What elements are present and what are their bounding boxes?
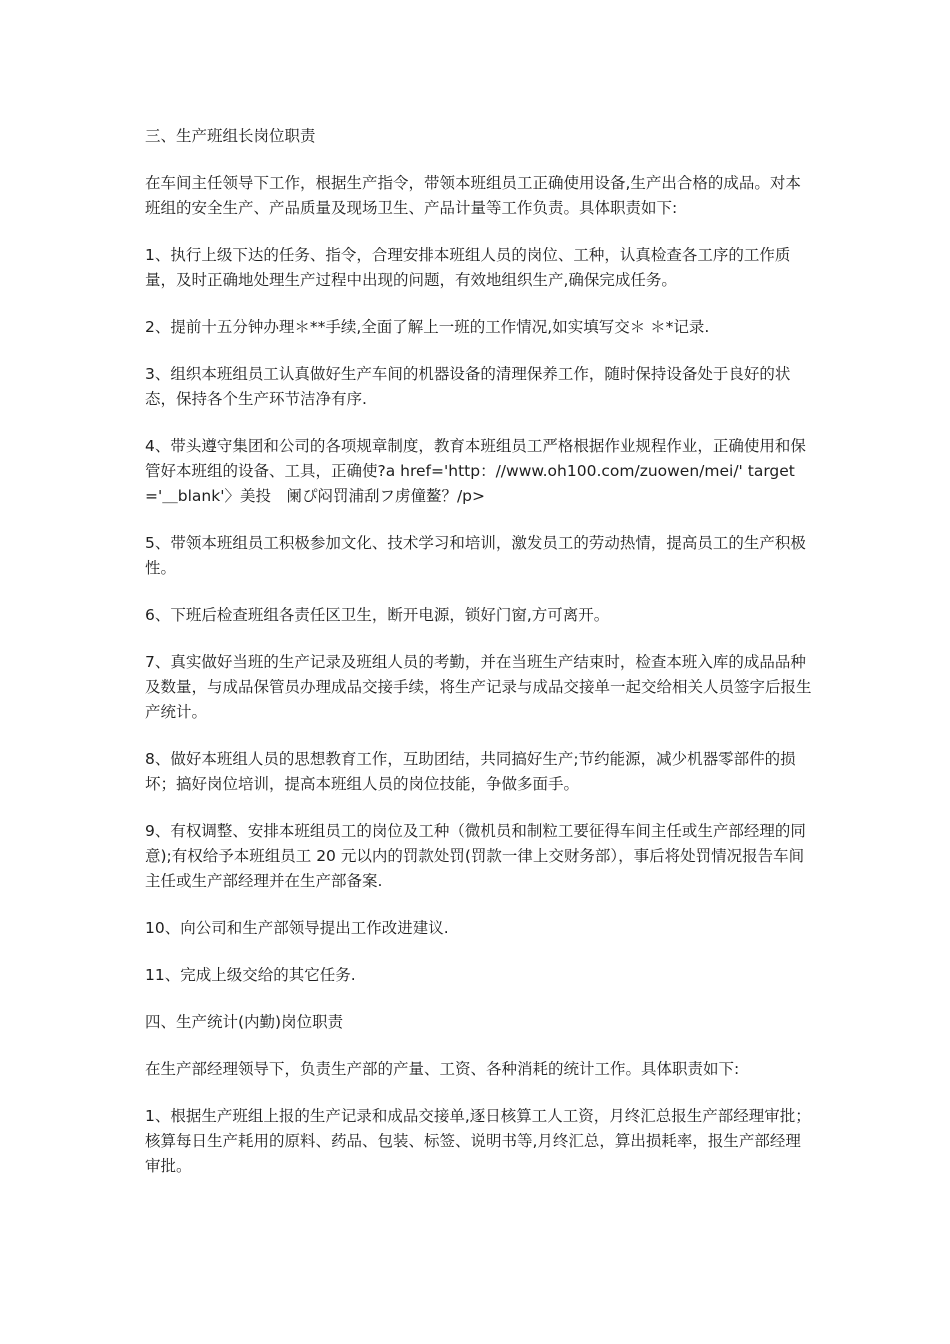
paragraph-duty-10: 10、向公司和生产部领导提出工作改进建议. xyxy=(145,919,449,937)
section-heading-3: 三、生产班组长岗位职责 xyxy=(145,127,316,145)
paragraph-duty-2: 2、提前十五分钟办理＊**手续,全面了解上一班的工作情况,如实填写交＊ ＊*记录. xyxy=(145,318,710,336)
document-page xyxy=(145,124,813,1201)
paragraph-duty-7: 7、真实做好当班的生产记录及班组人员的考勤，并在当班生产结束时，检查本班入库的成品品种及数量，与成品保管员办理成品交接手续，将生产记录与成品交接单一起交给相关人员签字后报生产统计。 xyxy=(145,653,812,721)
paragraph-stat-duty-1: 1、根据生产班组上报的生产记录和成品交接单,逐日核算工人工资，月终汇总报生产部经理审批；核算每日生产耗用的原料、药品、包装、标签、说明书等,月终汇总，算出损耗率，报生产部经理审批。 xyxy=(145,1107,811,1175)
paragraph-duty-1: 1、执行上级下达的任务、指令，合理安排本班组人员的岗位、工种，认真检查各工序的工作质量，及时正确地处理生产过程中出现的问题，有效地组织生产,确保完成任务。 xyxy=(145,246,791,289)
paragraph-duty-3: 3、组织本班组员工认真做好生产车间的机器设备的清理保养工作，随时保持设备处于良好的状态，保持各个生产环节洁净有序. xyxy=(145,365,791,408)
paragraph-duty-4: 4、带头遵守集团和公司的各项规章制度，教育本班组员工严格根据作业规程作业，正确使用和保管好本班组的设备、工具，正确使?a href='http：//www.oh100.com/zuowen/mei/' target='＿blank'〉美投 阑ぴ闷罚浦刮フ虏僮鳌？/p> xyxy=(145,437,806,505)
paragraph-duty-9: 9、有权调整、安排本班组员工的岗位及工种（微机员和制粒工要征得车间主任或生产部经理的同意);有权给予本班组员工 20 元以内的罚款处罚(罚款一律上交财务部），事后将处罚情况报告车间主任或生产部经理并在生产部备案. xyxy=(145,822,806,890)
paragraph-duty-8: 8、做好本班组人员的思想教育工作，互助团结，共同搞好生产;节约能源，减少机器零部件的损坏；搞好岗位培训，提高本班组人员的岗位技能，争做多面手。 xyxy=(145,750,796,793)
paragraph-intro-4: 在生产部经理领导下，负责生产部的产量、工资、各种消耗的统计工作。具体职责如下: xyxy=(145,1060,740,1078)
paragraph-duty-6: 6、下班后检查班组各责任区卫生，断开电源，锁好门窗,方可离开。 xyxy=(145,606,610,624)
section-heading-4: 四、生产统计(内勤)岗位职责 xyxy=(145,1013,344,1031)
paragraph-intro-3: 在车间主任领导下工作，根据生产指令，带领本班组员工正确使用设备,生产出合格的成品。对本班组的安全生产、产品质量及现场卫生、产品计量等工作负责。具体职责如下: xyxy=(145,174,801,217)
paragraph-duty-11: 11、完成上级交给的其它任务. xyxy=(145,966,356,984)
paragraph-duty-5: 5、带领本班组员工积极参加文化、技术学习和培训，激发员工的劳动热情，提高员工的生产积极性。 xyxy=(145,534,806,577)
